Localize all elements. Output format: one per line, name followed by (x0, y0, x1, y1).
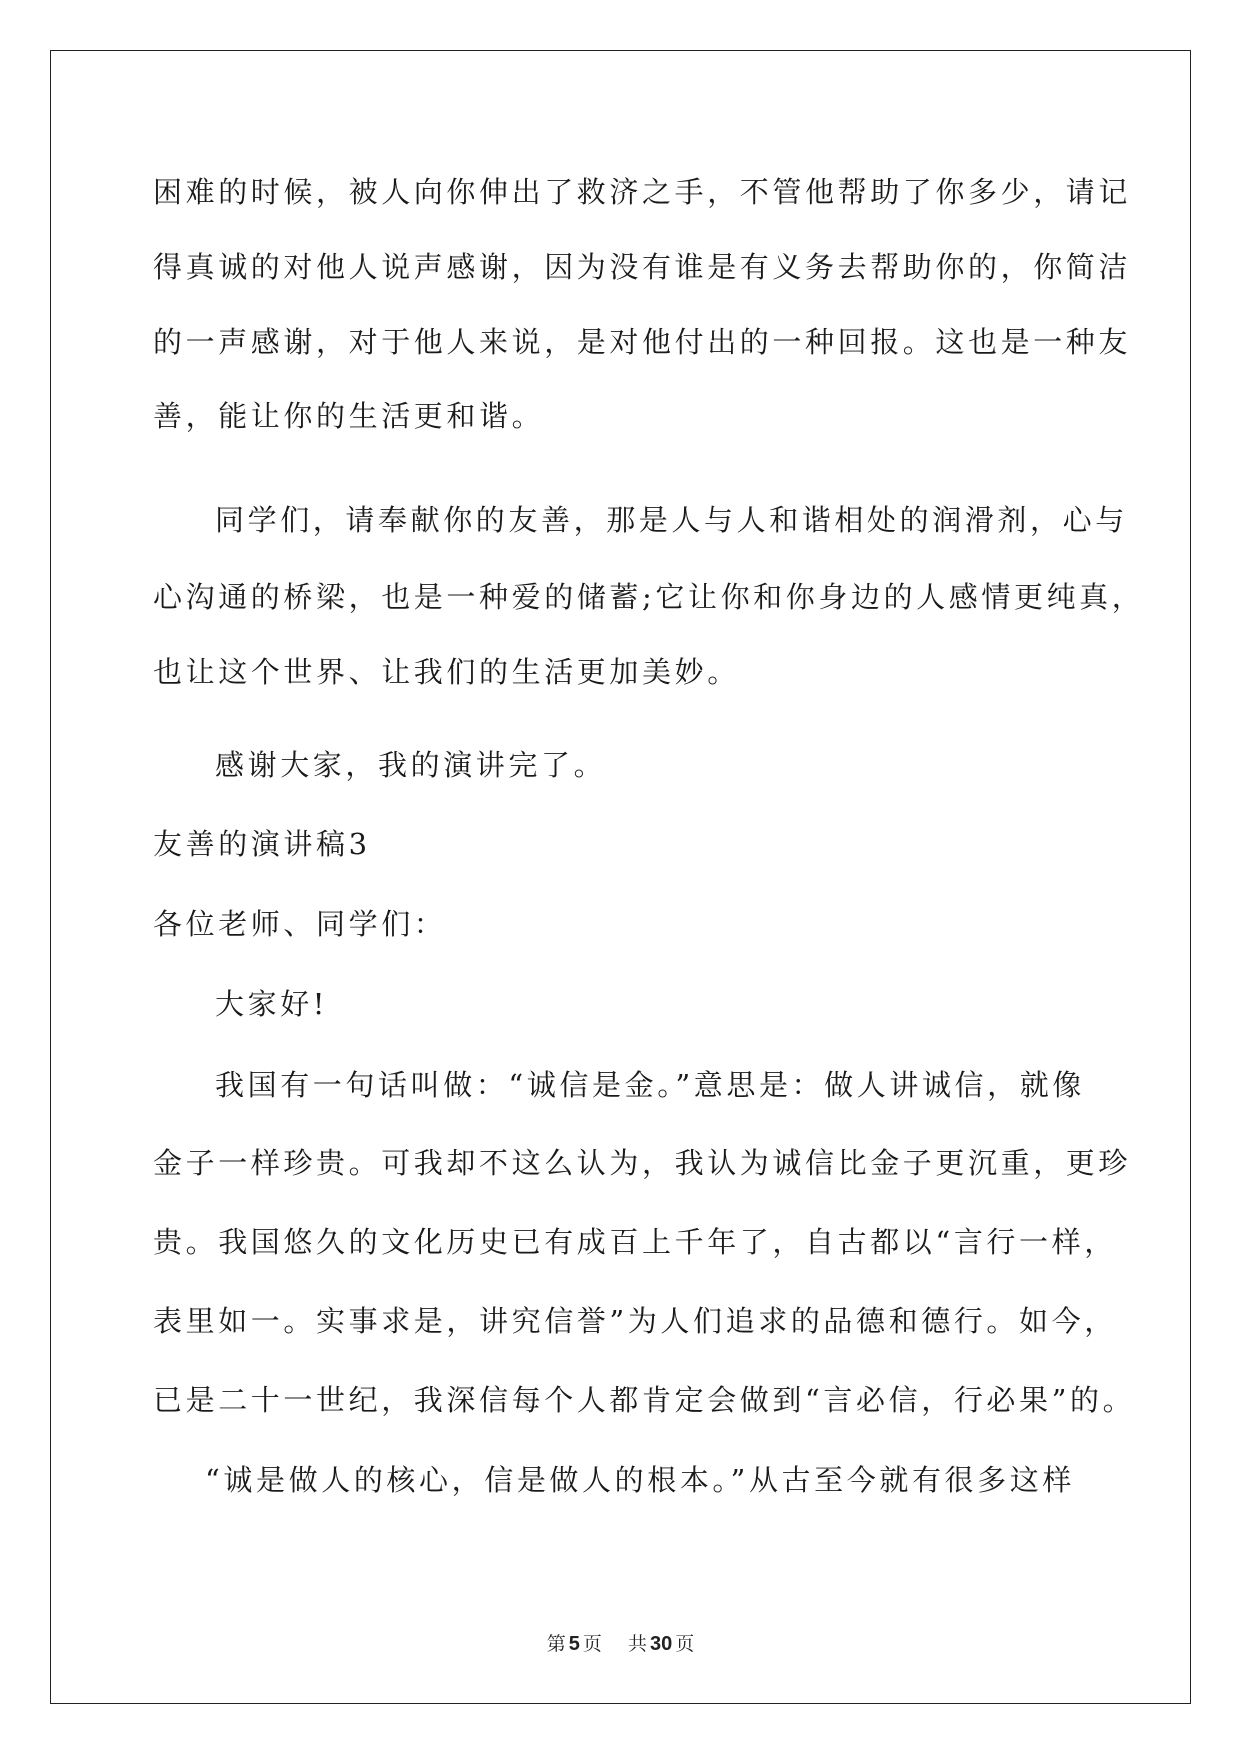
body-line-1: 困难的时候，被人向你伸出了救济之手，不管他帮助了你多少，请记 (153, 175, 1132, 209)
section-heading: 友善的演讲稿3 (153, 827, 371, 861)
greeting: 大家好! (215, 987, 329, 1021)
body-line-8: 感谢大家，我的演讲完了。 (215, 748, 607, 782)
body-line-13: 金子一样珍贵。可我却不这么认为，我认为诚信比金子更沉重，更珍 (153, 1146, 1132, 1180)
body-line-7: 也让这个世界、让我们的生活更加美妙。 (153, 655, 740, 689)
current-page-number: 5 (568, 1633, 580, 1655)
body-line-2: 得真诚的对他人说声感谢，因为没有谁是有义务去帮助你的，你简洁 (153, 250, 1132, 284)
footer-prefix: 第 (546, 1633, 566, 1655)
body-line-16: 已是二十一世纪，我深信每个人都肯定会做到“言必信，行必果”的。 (153, 1383, 1136, 1417)
body-line-14: 贵。我国悠久的文化历史已有成百上千年了，自古都以“言行一样， (153, 1225, 1117, 1259)
body-line-15: 表里如一。实事求是，讲究信誉”为人们追求的品德和德行。如今， (153, 1304, 1117, 1338)
footer-page-suffix: 页 (582, 1633, 602, 1655)
salutation: 各位老师、同学们： (153, 907, 447, 941)
page-footer (0, 1632, 1241, 1656)
total-page-count: 30 (649, 1633, 673, 1655)
body-line-6: 心沟通的桥梁，也是一种爱的储蓄;它让你和你身边的人感情更纯真， (153, 580, 1145, 614)
footer-total-suffix: 页 (675, 1633, 695, 1655)
body-line-12: 我国有一句话叫做：“诚信是金。”意思是：做人讲诚信，就像 (215, 1068, 1085, 1102)
body-line-5: 同学们，请奉献你的友善，那是人与人和谐相处的润滑剂，心与 (215, 503, 1128, 537)
footer-total-prefix: 共 (627, 1633, 647, 1655)
body-line-3: 的一声感谢，对于他人来说，是对他付出的一种回报。这也是一种友 (153, 325, 1132, 359)
page-border (50, 50, 1191, 1704)
body-line-17: “诚是做人的核心，信是做人的根本。”从古至今就有很多这样 (205, 1463, 1075, 1497)
body-line-4: 善，能让你的生活更和谐。 (153, 399, 545, 433)
